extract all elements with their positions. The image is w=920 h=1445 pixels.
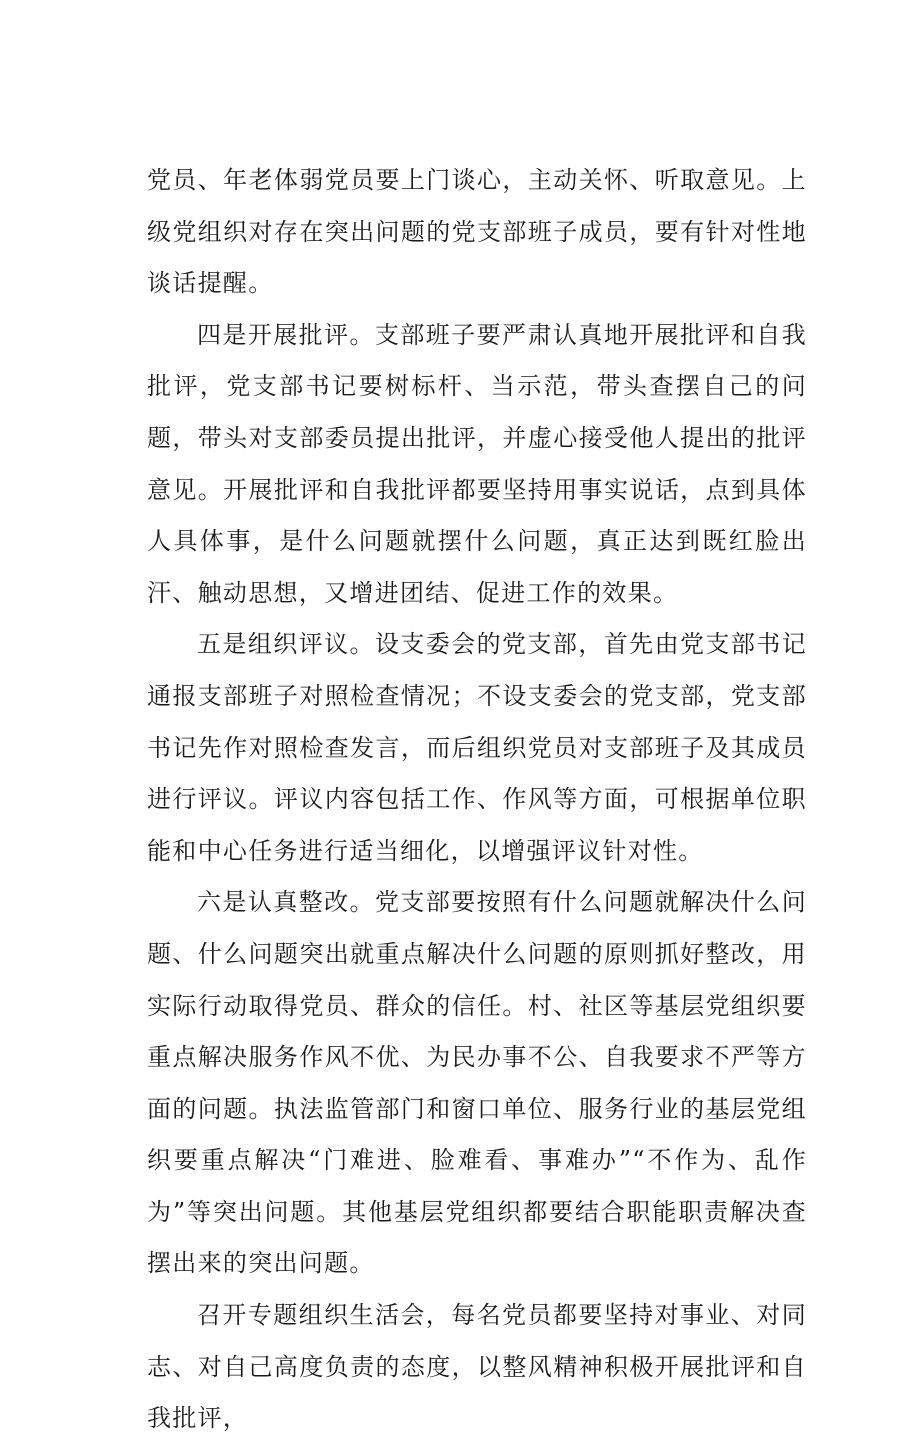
document-body [147, 155, 807, 1445]
paragraph-continuation: 党员、年老体弱党员要上门谈心，主动关怀、听取意见。上级党组织对存在突出问题的党支部班子成员，要有针对性地谈话提醒。 [147, 166, 807, 298]
paragraph-meeting: 召开专题组织生活会，每名党员都要坚持对事业、对同志、对自己高度负责的态度，以整风精神积极开展批评和自我批评， [147, 1301, 807, 1433]
paragraph-rectification: 六是认真整改。党支部要按照有什么问题就解决什么问题、什么问题突出就重点解决什么问题的原则抓好整改，用实际行动取得党员、群众的信任。村、社区等基层党组织要重点解决服务作风不优、为民办事不公、自我要求不严等方面的问题。执法监管部门和窗口单位、服务行业的基层党组织要重点解决“门难进、脸难看、事难办”“不作为、乱作为”等突出问题。其他基层党组织都要结合职能职责解决查摆出来的突出问题。 [147, 888, 807, 1278]
paragraph-evaluation: 五是组织评议。设支委会的党支部，首先由党支部书记通报支部班子对照检查情况；不设支委会的党支部，党支部书记先作对照检查发言，而后组织党员对支部班子及其成员进行评议。评议内容包括工作、作风等方面，可根据单位职能和中心任务进行适当细化，以增强评议针对性。 [147, 630, 807, 865]
paragraph-criticism: 四是开展批评。支部班子要严肃认真地开展批评和自我批评，党支部书记要树标杆、当示范，带头查摆自己的问题，带头对支部委员提出批评，并虚心接受他人提出的批评意见。开展批评和自我批评都要坚持用事实说话，点到具体人具体事，是什么问题就摆什么问题，真正达到既红脸出汗、触动思想，又增进团结、促进工作的效果。 [147, 320, 807, 607]
